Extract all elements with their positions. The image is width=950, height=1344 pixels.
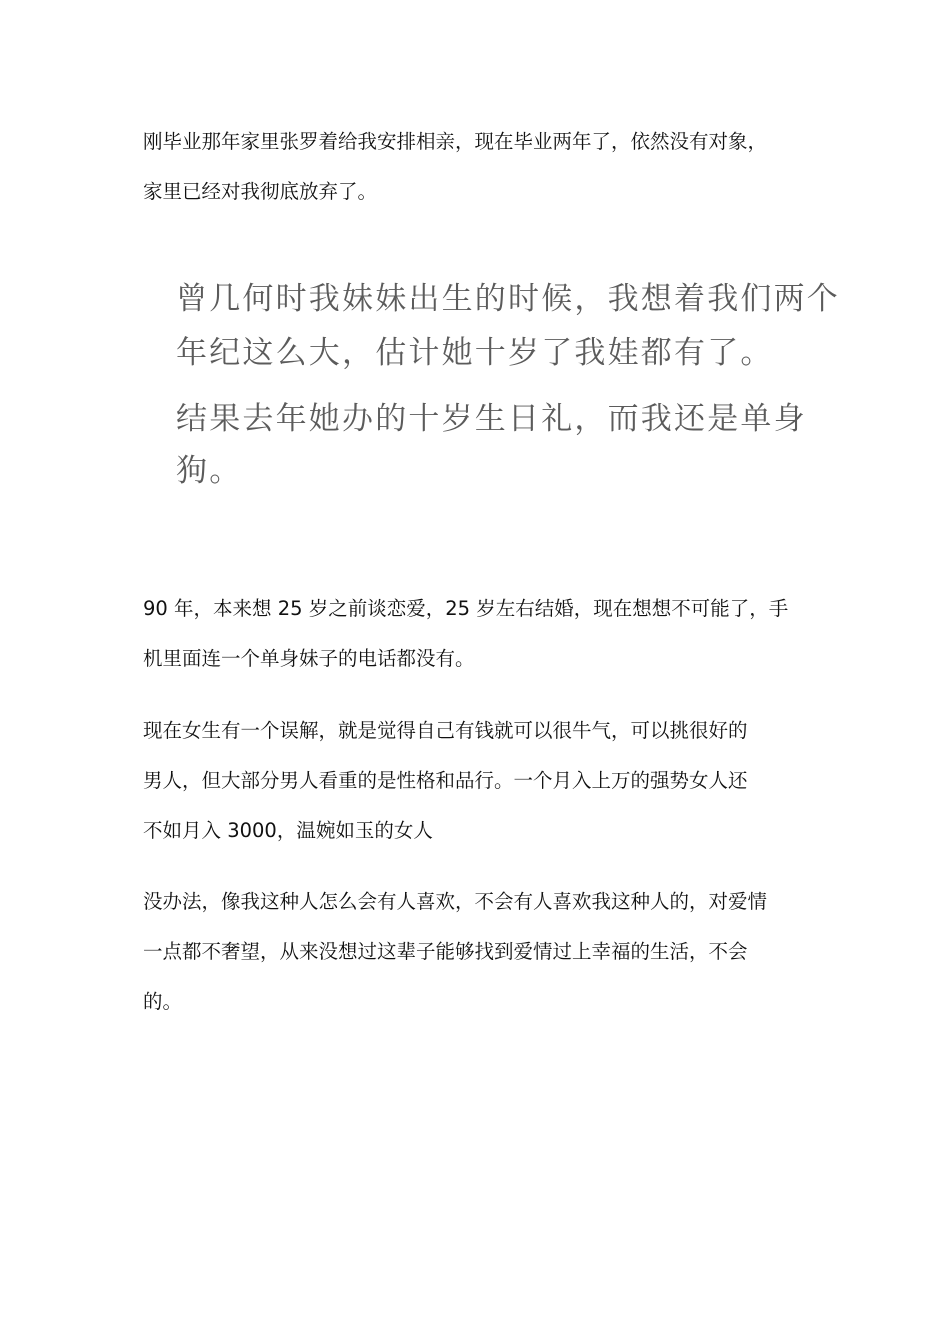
quote-line-4: 狗。 [176,453,243,489]
paragraph-4-line-3: 的。 [143,990,183,1013]
quote-screenshot-image [150,255,890,500]
quote-line-3: 结果去年她办的十岁生日礼，而我还是单身 [176,401,807,437]
paragraph-3 [143,706,813,856]
paragraph-2-line-1: 90 年，本来想 25 岁之前谈恋爱，25 岁左右结婚，现在想想不可能了，手 [143,597,789,620]
quote-line-2: 年纪这么大，估计她十岁了我娃都有了。 [176,335,774,371]
quote-line-1: 曾几何时我妹妹出生的时候，我想着我们两个 [176,281,840,317]
paragraph-1-line-2: 家里已经对我彻底放弃了。 [143,180,378,203]
paragraph-4-line-2: 一点都不奢望，从来没想过这辈子能够找到爱情过上幸福的生活，不会 [143,940,748,963]
paragraph-2-line-2: 机里面连一个单身妹子的电话都没有。 [143,647,475,670]
paragraph-4 [143,877,813,1027]
paragraph-3-line-1: 现在女生有一个误解，就是觉得自己有钱就可以很牛气，可以挑很好的 [143,719,748,742]
paragraph-1 [143,117,813,217]
paragraph-2 [143,584,813,684]
paragraph-4-line-1: 没办法，像我这种人怎么会有人喜欢，不会有人喜欢我这种人的，对爱情 [143,890,768,913]
paragraph-3-line-3: 不如月入 3000，温婉如玉的女人 [143,819,433,842]
paragraph-3-line-2: 男人，但大部分男人看重的是性格和品行。一个月入上万的强势女人还 [143,769,748,792]
paragraph-1-line-1: 刚毕业那年家里张罗着给我安排相亲，现在毕业两年了，依然没有对象， [143,130,768,153]
